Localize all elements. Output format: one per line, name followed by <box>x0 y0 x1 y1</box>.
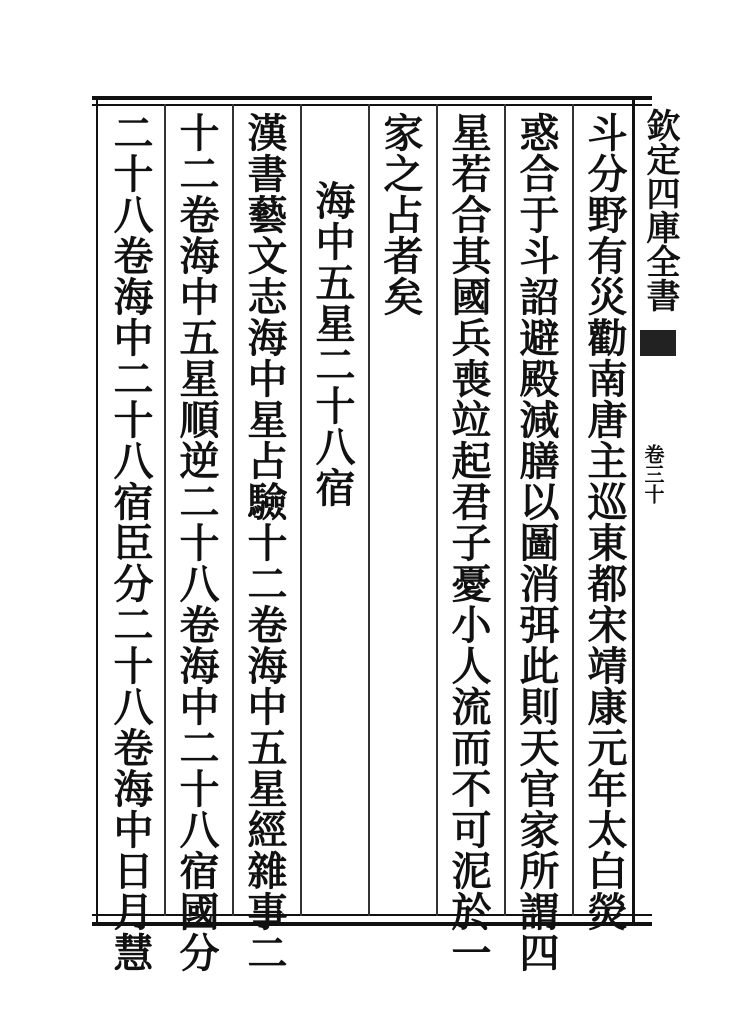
section-heading: 海中五星二十八宿 <box>309 180 356 508</box>
volume-label: 卷三十 <box>641 444 665 504</box>
column-rule <box>300 104 302 916</box>
text-column-8: 二十八卷海中二十八宿臣分二十八卷海中日月慧 <box>107 112 154 973</box>
right-frame-line <box>632 96 635 926</box>
top-frame-line <box>92 96 652 100</box>
fish-tail-mark <box>640 330 676 356</box>
column-rule <box>232 104 234 916</box>
column-rule <box>368 104 370 916</box>
text-column-7: 十二卷海中五星順逆二十八卷海中二十八宿國分 <box>173 112 220 973</box>
text-column-4: 家之占者矣 <box>377 112 424 317</box>
left-frame-line <box>96 96 98 926</box>
text-column-3: 星若合其國兵喪竝起君子憂小人流而不可泥於一 <box>445 112 492 973</box>
column-rule <box>504 104 506 916</box>
text-column-1: 斗分野有災勸南唐主巡東都宋靖康元年太白熒 <box>581 112 628 932</box>
column-rule <box>164 104 166 916</box>
column-rule <box>436 104 438 916</box>
text-column-2: 惑合于斗詔避殿減膳以圖消弭此則天官家所謂四 <box>513 112 560 973</box>
column-rule <box>572 104 574 916</box>
text-column-6: 漢書藝文志海中星占驗十二卷海中五星經雜事二 <box>241 112 288 973</box>
series-title: 欽定四庫全書 <box>640 108 680 312</box>
top-frame-inner-line <box>92 104 652 106</box>
